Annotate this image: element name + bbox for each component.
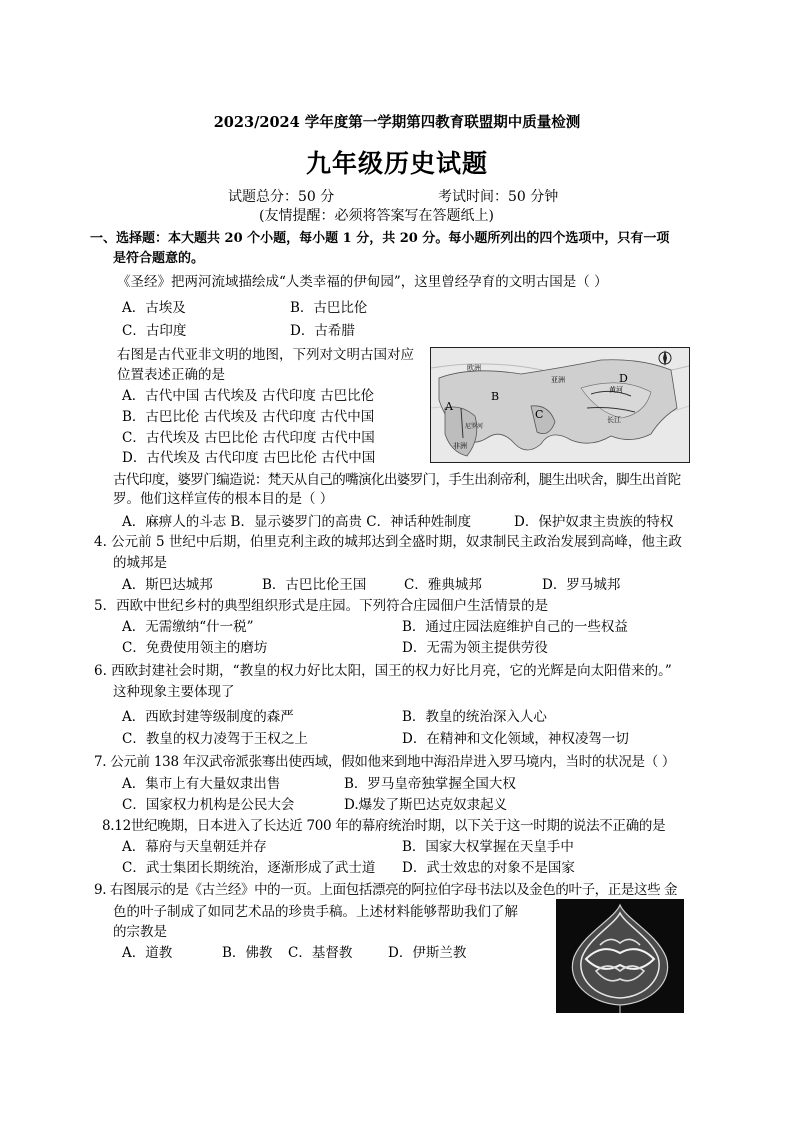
map-label-yellow-river: 黄河 [609,386,623,394]
question-stem: 这种现象主要体现了 [113,684,235,700]
option-b: B．通过庄园法庭维护自己的一些权益 [402,619,628,635]
reminder: (友情提醒：必须将答案写在答题纸上) [259,208,494,224]
map-label-yangtze: 长江 [607,416,621,424]
option-b: B．古巴比伦 [290,300,368,316]
option-c: C．免费使用领主的磨坊 [122,640,268,656]
option-a: A．古埃及 [122,300,186,316]
question-stem: 《圣经》把两河流域描绘成“人类幸福的伊甸园”，这里曾经孕育的文明古国是（ ） [117,274,608,290]
map-label-europe: 欧洲 [467,364,481,372]
option-a: A．斯巴达城邦 [122,577,213,593]
option-c: C．国家权力机构是公民大会 [122,797,295,813]
question-stem: 古代印度，婆罗门编造说：梵天从自己的嘴演化出婆罗门，手生出刹帝利，腿生出吠舍，脚生出首陀 [113,472,681,488]
subject-title: 九年级历史试题 [305,149,488,178]
question-stem: 右图是古代亚非文明的地图，下列对文明古国对应 [117,347,414,363]
section-instruction: 一、选择题：本大题共 20 个小题，每小题 1 分，共 20 分。每小题所列出的四个选项中，只有一项 [90,231,670,246]
question-stem: 6. 西欧封建社会时期，“教皇的权力好比太阳，国王的权力好比月亮，它的光辉是向太阳借来的。” [94,663,672,679]
map-label-asia: 亚洲 [551,376,565,384]
question-stem: 罗。他们这样宣传的根本目的是（ ） [113,491,334,507]
option-a: A．道教 [122,945,173,961]
option-d: D．武士效忠的对象不是国家 [402,860,575,876]
question-stem: 5．西欧中世纪乡村的典型组织形式是庄园。下列符合庄园佃户生活情景的是 [94,598,549,614]
option-a: A．集市上有大量奴隶出售 [122,776,281,792]
option-d: D．罗马城邦 [542,577,621,593]
option-d: D．无需为领主提供劳役 [402,640,548,656]
map-graphic [431,348,689,462]
option-b: B．佛教 [222,945,273,961]
question-stem: 8.12世纪晚期，日本进入了长达近 700 年的幕府统治时期，以下关于这一时期的说法不正确的是 [102,818,666,834]
option-b: B．国家大权掌握在天皇手中 [402,839,574,855]
map-label-d: D [619,372,628,385]
total-score: 试题总分：50 分 [228,189,335,205]
exam-title: 2023/2024 学年度第一学期第四教育联盟期中质量检测 [213,114,581,131]
question-stem: 9. 右图展示的是《古兰经》中的一页。上面包括漂亮的阿拉伯字母书法以及金色的叶子，正是这些 金 [94,882,678,898]
question-stem: 4. 公元前 5 世纪中后期，伯里克利主政的城邦达到全盛时期，奴隶制民主政治发展到高峰，他主政 [94,534,682,550]
option-b: B．古巴比伦 古代埃及 古代印度 古代中国 [122,409,375,425]
question-stem: 7. 公元前 138 年汉武帝派张骞出使西域，假如他来到地中海沿岸进入罗马境内，当时的状况是（ ） [94,754,676,770]
option-c: C．古印度 [122,323,187,339]
question-stem: 的宗教是 [113,924,167,940]
option-d: D.爆发了斯巴达克奴隶起义 [344,797,508,813]
option-a: A．无需缴纳“什一税” [122,619,254,635]
option-a: A．西欧封建等级制度的森严 [122,709,294,725]
option-a: A．幕府与天皇朝廷并存 [122,839,267,855]
ancient-civilizations-map [430,347,690,463]
question-stem: 色的叶子制成了如同艺术品的珍贵手稿。上述材料能够帮助我们了解 [113,904,518,920]
section-instruction-cont: 是符合题意的。 [113,251,205,266]
map-label-a: A [445,400,453,413]
option-d: D．古希腊 [290,323,355,339]
question-stem: 的城邦是 [113,555,167,571]
option-a: A．古代中国 古代埃及 古代印度 古巴比伦 [122,388,375,404]
option-d: D．伊斯兰教 [388,945,467,961]
option-b: B．古巴比伦王国 [262,577,367,593]
option-c: C．教皇的权力凌驾于王权之上 [122,731,308,747]
option-b: B．教皇的统治深入人心 [402,709,547,725]
option-b: B．罗马皇帝独掌握全国大权 [344,776,516,792]
option-c: C．武士集团长期统治，逐渐形成了武士道 [122,860,376,876]
exam-time: 考试时间：50 分钟 [438,189,559,205]
option-d: D．古代埃及 古代印度 古巴比伦 古代中国 [122,450,376,466]
quran-leaf-image [556,899,684,1013]
option-c: C．基督教 [288,945,353,961]
option-d: D．保护奴隶主贵族的特权 [514,514,674,530]
option-abc: A．麻痹人的斗志 B．显示婆罗门的高贵 C．神话种姓制度 [122,514,472,530]
map-label-c: C [535,408,544,421]
question-stem: 位置表述正确的是 [117,367,225,383]
option-c: C．雅典城邦 [404,577,482,593]
map-label-b: B [491,390,500,403]
map-label-africa: 非洲 [453,442,467,450]
quran-leaf-graphic [556,899,684,1013]
map-label-nile: 尼罗河 [465,423,484,430]
option-d: D．在精神和文化领域，神权凌驾一切 [402,731,629,747]
option-c: C．古代埃及 古巴比伦 古代印度 古代中国 [122,430,375,446]
